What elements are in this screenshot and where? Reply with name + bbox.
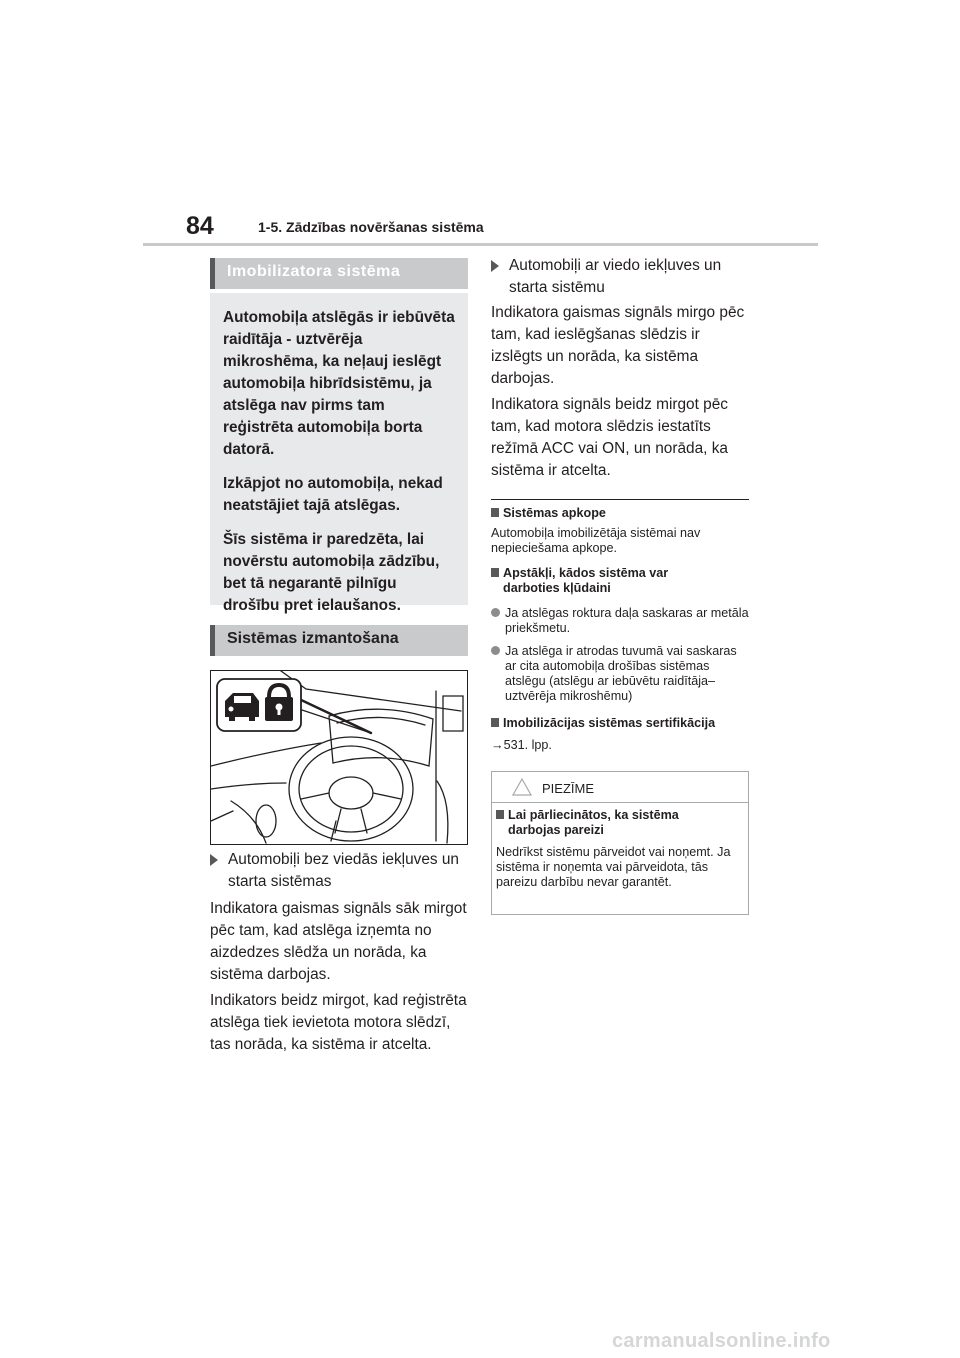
dashboard-illustration bbox=[210, 670, 468, 845]
info-box bbox=[210, 293, 468, 614]
section-heading-text: Sistēmas izmantošana bbox=[227, 630, 399, 647]
warning-triangle-icon bbox=[512, 778, 532, 796]
paragraph-4: Indikatora signāls beidz mirgot pēc tam, kad motora slēdzis iestatīts režīmā ACC vai ON, un norāda, ka sistēma ir atcelta. bbox=[491, 396, 728, 479]
list-item-other-key: Ja atslēga ir atrodas tuvumā vai saskaras ar cita automobiļa drošības sistēmas atslēgu (atslēgu ar iebūvētu raidītāja–uztvērēja mikroshēmu) bbox=[491, 644, 749, 706]
notice-label: PIEZĪME bbox=[542, 781, 595, 796]
notice-box bbox=[491, 771, 749, 915]
section-heading-usage bbox=[210, 625, 468, 656]
triangle-bullet-icon bbox=[491, 260, 499, 272]
info-paragraph-3: Šīs sistēma ir paredzēta, lai novērstu automobiļa zādzību, bet tā negarantē pilnīgu drošību pret ielaušanos. bbox=[223, 531, 440, 614]
notice-title: Lai pārliecinātos, ka sistēma darbojas pareizi bbox=[496, 808, 746, 838]
square-bullet-icon bbox=[491, 718, 499, 727]
info-paragraph-1: Automobiļa atslēgās ir iebūvēta raidītāja - uztvērēja mikroshēma, ka neļauj ieslēgt automobiļa hibrīdsistēmu, ja atslēga nav pirms tam reģistrēta automobiļa borta datorā. bbox=[223, 309, 455, 458]
subsection-divider bbox=[491, 499, 749, 500]
watermark: carmanualsonline.info bbox=[612, 1330, 831, 1352]
notice-text: Nedrīkst sistēmu pārveidot vai noņemt. Ja sistēma ir noņemta vai pārveidota, tās pareizu darbību nevar garantēt. bbox=[496, 845, 731, 889]
section-heading-text: Imobilizatora sistēma bbox=[227, 263, 401, 280]
square-bullet-icon bbox=[491, 508, 499, 517]
subsection-maintenance-title: Sistēmas apkope bbox=[491, 506, 749, 521]
bullet-text: Automobiļi bez viedās iekļuves un starta sistēmas bbox=[228, 851, 459, 890]
page-number: 84 bbox=[186, 212, 214, 240]
section-heading-immobilizer bbox=[210, 258, 468, 289]
subsection-malfunction-title: Apstākļi, kādos sistēma var darboties kļūdaini bbox=[491, 566, 749, 596]
page-reference: →531. lpp. bbox=[491, 738, 552, 752]
bullet-no-smart-entry bbox=[210, 849, 468, 893]
subsection-maintenance-text: Automobiļa imobilizētāja sistēmai nav nepieciešama apkope. bbox=[491, 526, 701, 555]
header-divider bbox=[143, 243, 818, 246]
info-paragraph-2: Izkāpjot no automobiļa, nekad neatstājiet tajā atslēgas. bbox=[223, 475, 443, 514]
paragraph-1: Indikatora gaismas signāls sāk mirgot pēc tam, kad atslēga izņemta no aizdedzes slēdža un norāda, ka sistēma darbojas. bbox=[210, 900, 467, 983]
list-item-metal-contact: Ja atslēgas roktura daļa saskaras ar metāla priekšmetu. bbox=[491, 606, 749, 638]
square-bullet-icon bbox=[496, 810, 504, 819]
circle-bullet-icon bbox=[491, 608, 500, 617]
dashboard-drawing bbox=[211, 671, 467, 844]
chapter-title: 1-5. Zādzības novēršanas sistēma bbox=[258, 219, 484, 235]
notice-header bbox=[492, 772, 748, 803]
square-bullet-icon bbox=[491, 568, 499, 577]
paragraph-2: Indikators beidz mirgot, kad reģistrēta atslēga tiek ievietota motora slēdzī, tas norāda, ka sistēma ir atcelta. bbox=[210, 992, 467, 1053]
subsection-certification-title: Imobilizācijas sistēmas sertifikācija bbox=[491, 716, 749, 731]
bullet-text: Automobiļi ar viedo iekļuves un starta sistēmu bbox=[509, 257, 722, 296]
bullet-smart-entry bbox=[491, 255, 749, 299]
circle-bullet-icon bbox=[491, 646, 500, 655]
paragraph-3: Indikatora gaismas signāls mirgo pēc tam, kad ieslēgšanas slēdzis ir izslēgts un norāda, ka sistēma darbojas. bbox=[491, 304, 745, 387]
triangle-bullet-icon bbox=[210, 854, 218, 866]
